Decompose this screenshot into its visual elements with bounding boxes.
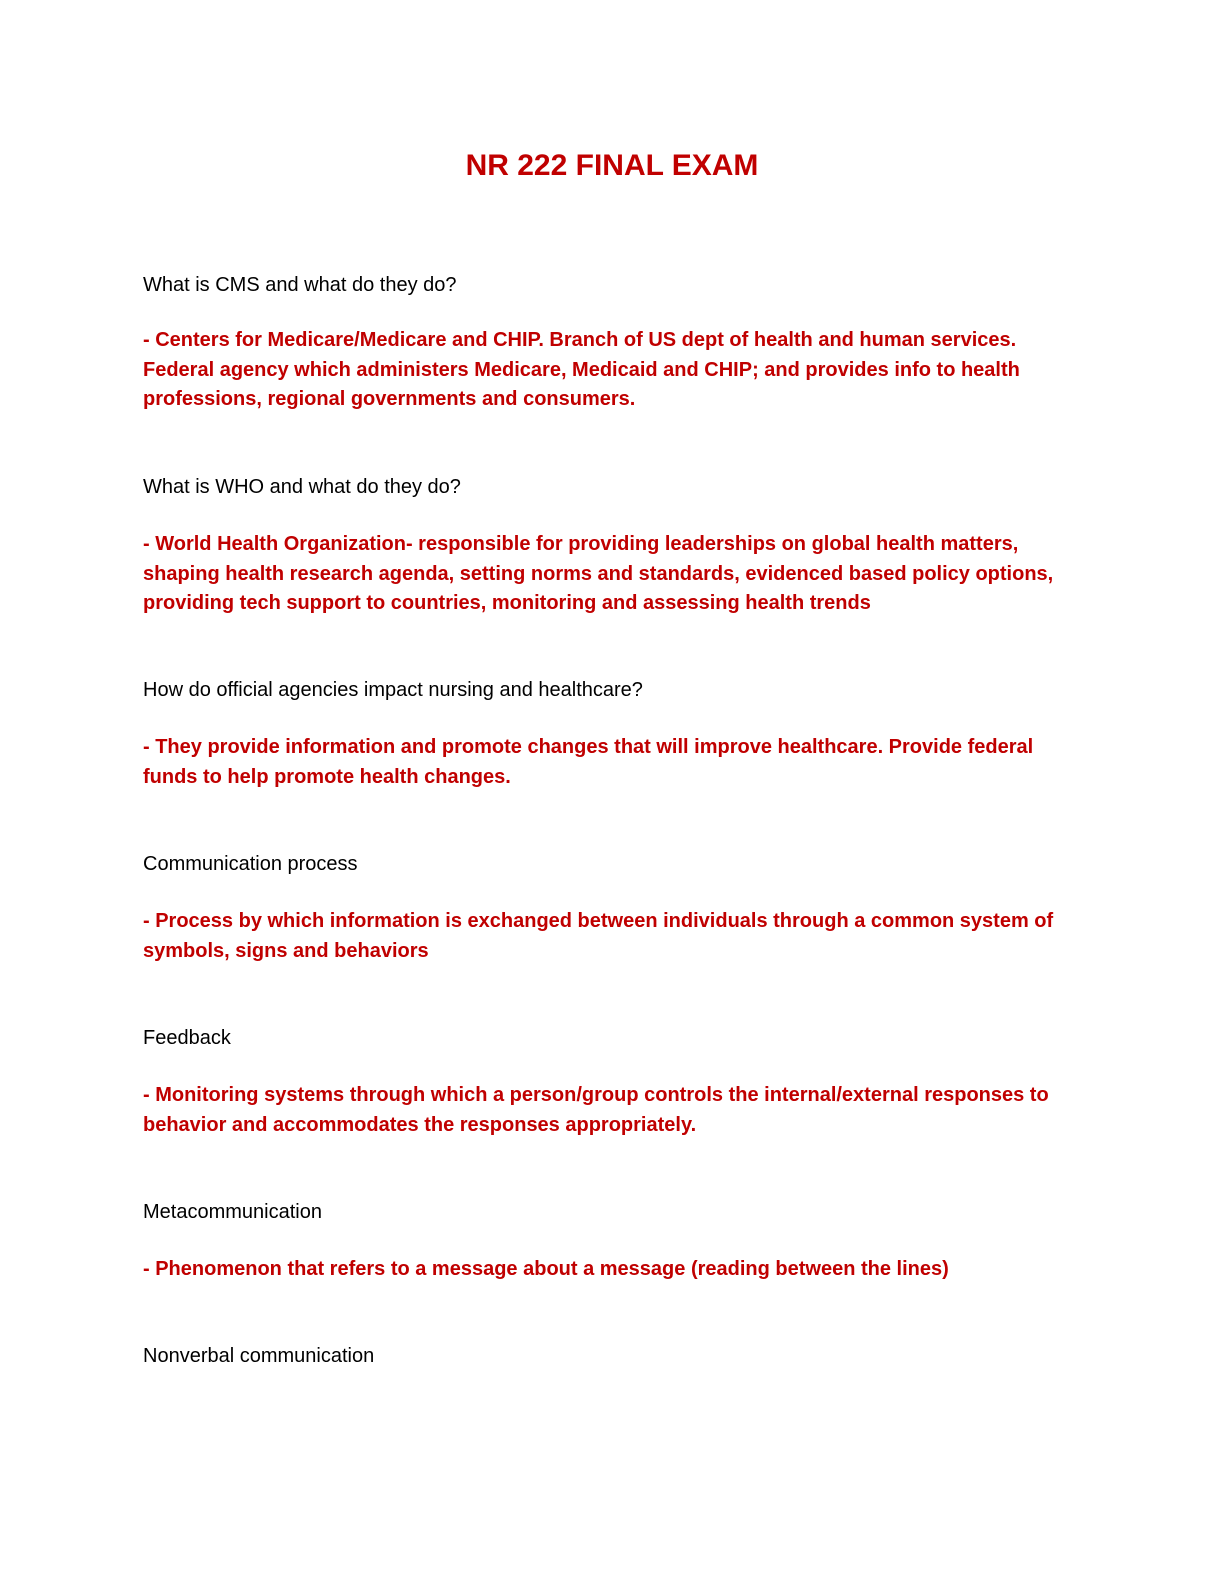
answer-communication-process: - Process by which information is exchanged between individuals through a common system of symbols, signs and behaviors bbox=[143, 910, 1054, 962]
question-metacommunication: Metacommunication bbox=[143, 1201, 322, 1223]
question-who: What is WHO and what do they do? bbox=[143, 476, 461, 498]
question-agencies-impact: How do official agencies impact nursing and healthcare? bbox=[143, 679, 643, 701]
answer-who: - World Health Organization- responsible for providing leaderships on global health matters, shaping health research agenda, setting norms and standards, evidenced based policy options, providing tech support to countries, monitoring and assessing health trends bbox=[143, 533, 1054, 614]
question-cms: What is CMS and what do they do? bbox=[143, 274, 457, 296]
answer-agencies-impact: - They provide information and promote changes that will improve healthcare. Provide federal funds to help promote health changes. bbox=[143, 736, 1034, 788]
answer-cms: - Centers for Medicare/Medicare and CHIP. Branch of US dept of health and human services. Federal agency which administers Medicare, Medicaid and CHIP; and provides info to health professions, regional governments and consumers. bbox=[143, 329, 1020, 410]
question-nonverbal-communication: Nonverbal communication bbox=[143, 1345, 375, 1367]
document-title: NR 222 FINAL EXAM bbox=[465, 149, 759, 182]
answer-feedback: - Monitoring systems through which a person/group controls the internal/external responses to behavior and accommodates the responses appropriately. bbox=[143, 1084, 1049, 1136]
answer-metacommunication: - Phenomenon that refers to a message about a message (reading between the lines) bbox=[143, 1258, 949, 1280]
question-feedback: Feedback bbox=[143, 1027, 231, 1049]
question-communication-process: Communication process bbox=[143, 853, 358, 875]
